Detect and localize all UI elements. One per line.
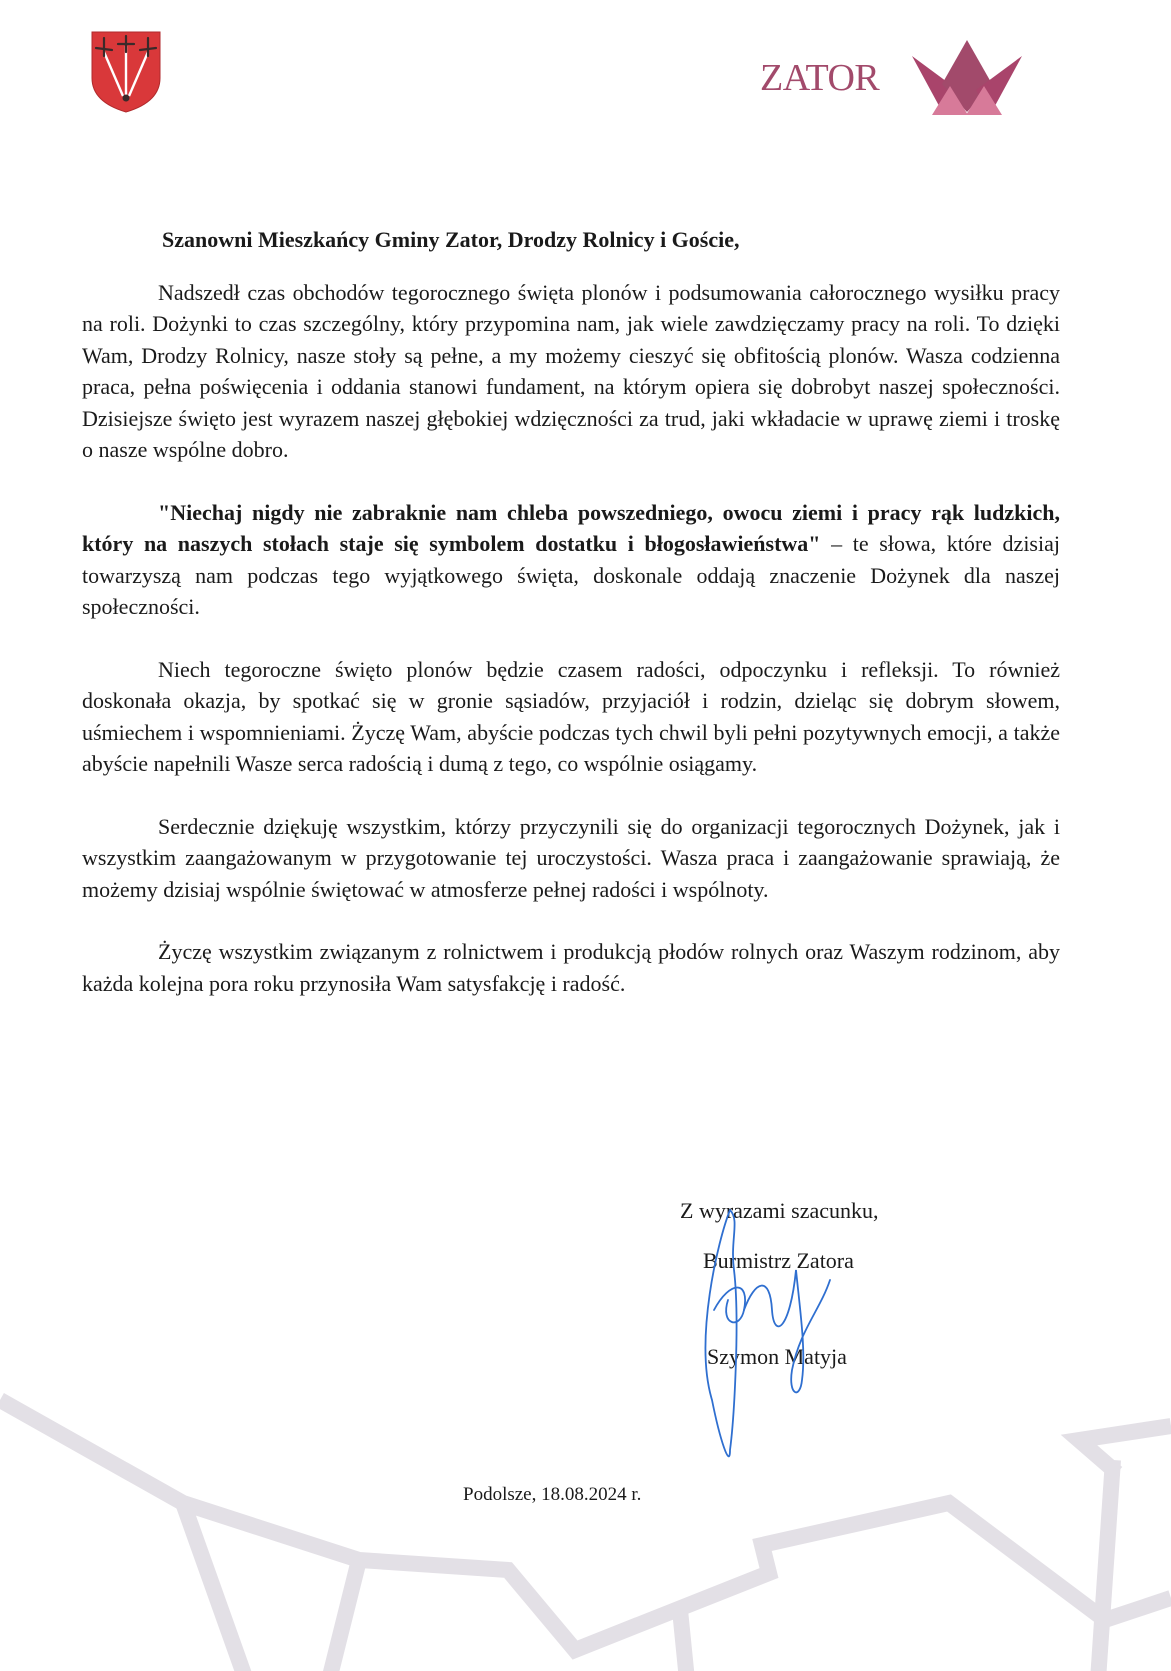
decorative-line-leg-1 [183, 1503, 246, 1671]
place-and-date: Podolsze, 18.08.2024 r. [463, 1484, 642, 1505]
crown-icon [912, 40, 1022, 115]
signatory-title: Burmistrz Zatora [703, 1248, 854, 1273]
decorative-line-leg-2 [329, 1560, 359, 1671]
paragraph-4: Życzę wszystkim związanym z rolnictwem i produkcją płodów rolnych oraz Waszym rodzinom, aby każda kolejna pora roku przynosiła Wam satysfakcję i radość. [82, 939, 1060, 996]
decorative-line-leg-3 [680, 1610, 687, 1671]
paragraph-2: Niech tegoroczne święto plonów będzie czasem radości, odpoczynku i refleksji. To również doskonała okazja, by spotkać się w gronie sąsiadów, przyjaciół i rodzin, dzieląc się dobrym słowem, uśmiechem i wspomnieniami. Życzę Wam, abyście podczas tych chwil byli pełni pozytywnych emocji, a także abyście napełnili Wasze serca radością i dumą z tego, co wspólnie osiągamy. [82, 656, 1060, 776]
quote-tail: – te słowa, które dzisiaj towarzyszą nam podczas tego wyjątkowego święta, doskonale oddają znaczenie Dożynek dla naszej społeczności. [82, 531, 1060, 619]
brand-name: ZATOR [760, 57, 880, 99]
decorative-line-top-right [1079, 1426, 1171, 1473]
paragraph-1: Nadszedł czas obchodów tegorocznego święta plonów i podsumowania całorocznego wysiłku pracy na roli. Dożynki to czas szczególny, który przypomina nam, jak wiele zawdzięczamy pracy na roli. To dzięki Wam, Drodzy Rolnicy, nasze stoły są pełne, a my możemy cieszyć się obfitością plonów. Wasza codzienna praca, pełna poświęcenia i oddania stanowi fundament, na którym opiera się dobrobyt naszej społeczności. Dzisiejsze święto jest wyrazem naszej głębokiej wdzięczności za trud, jaki wkładacie w uprawę ziemi i troskę o nasze wspólne dobro. [82, 279, 1060, 462]
paragraph-quote [82, 497, 1060, 623]
zator-brand-logo [760, 40, 1020, 115]
handwritten-signature [700, 1200, 880, 1470]
closing-regards: Z wyrazami szacunku, [680, 1198, 879, 1223]
paragraph-3: Serdecznie dziękuję wszystkim, którzy przyczynili się do organizacji tegorocznych Dożynek, jak i wszystkim zaangażowanym w przygotowanie tej uroczystości. Wasza praca i zaangażowanie sprawiają, że możemy dzisiaj wspólnie świętować w atmosferze pełnej radości i wspólnoty. [82, 813, 1060, 902]
letter-body [82, 224, 1060, 1030]
coat-of-arms-logo [90, 30, 162, 114]
decorative-line-main [0, 1400, 1171, 1650]
signatory-name: Szymon Matyja [707, 1344, 847, 1369]
quote-text: "Niechaj nigdy nie zabraknie nam chleba powszedniego, owocu ziemi i pracy rąk ludzkich, który na naszych stołach staje się symbolem dostatku i błogosławieństwa" [82, 499, 1060, 556]
letter-greeting: Szanowni Mieszkańcy Gminy Zator, Drodzy Rolnicy i Goście, [162, 227, 740, 252]
decorative-line-leg-4 [1098, 1460, 1113, 1671]
